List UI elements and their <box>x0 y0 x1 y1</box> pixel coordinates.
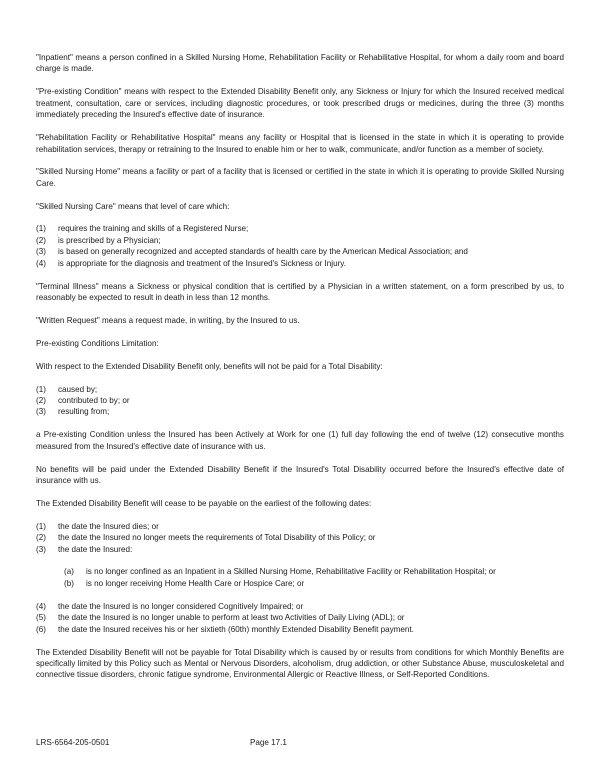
list-item-label: contributed to by; or <box>58 395 130 405</box>
list-item-label: caused by; <box>58 384 98 394</box>
list-item-marker: (1) <box>36 224 46 234</box>
footer-form-number: LRS-6564-205-0501 <box>36 738 110 747</box>
list-item-marker: (a) <box>64 567 74 577</box>
list-item-label: requires the training and skills of a Registered Nurse; <box>58 224 249 234</box>
list-item <box>36 223 564 234</box>
list-item-label: the date the Insured dies; or <box>58 521 159 531</box>
list-item-label: the date the Insured no longer meets the requirements of Total Disability of this Policy; or <box>58 533 376 543</box>
list-item-marker: (2) <box>36 395 46 405</box>
list-item <box>36 235 564 246</box>
list-item-marker: (5) <box>36 613 46 623</box>
list-item-label: the date the Insured receives his or her sixtieth (60th) monthly Extended Disability Benefit payment. <box>58 624 414 634</box>
list-item-marker: (3) <box>36 544 46 554</box>
paragraph-with-respect-lead-in: With respect to the Extended Disability Benefit only, benefits will not be paid for a Total Disability: <box>36 361 383 371</box>
list-item <box>36 612 564 623</box>
list-cease-items-second <box>36 601 564 635</box>
list-total-disability-exclusions <box>36 384 564 418</box>
list-item-label: resulting from; <box>58 407 110 417</box>
list-item <box>36 246 564 257</box>
paragraph-preexisting-condition-closing: a Pre-existing Condition unless the Insured has been Actively at Work for one (1) full day following the end of twelve (12) consecutive months measured from the Insured's effective date of insurance with us. <box>36 430 564 451</box>
list-item <box>64 566 564 577</box>
paragraph-written-request-definition: "Written Request" means a request made, in writing, by the Insured to us. <box>36 315 300 325</box>
list-item-label: the date the Insured is no longer unable to perform at least two Activities of Daily Living (ADL); or <box>58 613 405 623</box>
list-item-marker: (3) <box>36 247 46 257</box>
document-body <box>36 52 564 692</box>
list-item-marker: (2) <box>36 533 46 543</box>
list-item-marker: (b) <box>64 578 74 588</box>
paragraph-terminal-illness-definition: "Terminal Illness" means a Sickness or physical condition that is certified by a Physician in a written statement, on a form prescribed by us, to reasonably be expected to result in death in less than 12 months. <box>36 281 564 303</box>
list-item <box>36 406 564 417</box>
list-item-label: is no longer confined as an Inpatient in a Skilled Nursing Home, Rehabilitative Facility or Rehabilitation Hospital; or <box>86 567 496 577</box>
list-item-label: is based on generally recognized and accepted standards of health care by the American Medical Association; and <box>58 247 468 257</box>
list-item <box>36 624 564 635</box>
list-cease-items-first <box>36 521 564 555</box>
list-item-marker: (2) <box>36 235 46 245</box>
list-item-label: is appropriate for the diagnosis and treatment of the Insured's Sickness or Injury. <box>58 258 346 268</box>
heading-preexisting-conditions-limitation: Pre-existing Conditions Limitation: <box>36 338 159 348</box>
list-item <box>36 532 564 543</box>
list-skilled-nursing-care-items <box>36 223 564 269</box>
list-item <box>36 395 564 406</box>
list-item-marker: (6) <box>36 624 46 634</box>
list-item-label: the date the Insured: <box>58 544 133 554</box>
list-item <box>64 578 564 589</box>
list-item <box>36 521 564 532</box>
paragraph-cease-to-be-payable-lead-in: The Extended Disability Benefit will cease to be payable on the earliest of the following dates: <box>36 498 372 508</box>
list-item-marker: (4) <box>36 258 46 268</box>
paragraph-no-benefits-paid: No benefits will be paid under the Extended Disability Benefit if the Insured's Total Disability occurred before the Insured's effective date of insurance with us. <box>36 464 564 486</box>
paragraph-not-payable-conditions: The Extended Disability Benefit will not be payable for Total Disability which is caused by or results from conditions for which Monthly Benefits are specifically limited by this Policy such as Mental or Nervous Disorders, alcoholism, drug addiction, or other Substance Abuse, musculoskeletal and connective tissue disorders, chronic fatigue syndrome, Environmental Allergic or Reactive Illness, or Self-Reported Conditions. <box>36 647 564 680</box>
list-item-marker: (3) <box>36 407 46 417</box>
list-item-marker: (1) <box>36 384 46 394</box>
paragraph-preexisting-condition-definition: "Pre-existing Condition" means with respect to the Extended Disability Benefit only, any Sickness or Injury for which the Insured received medical treatment, consultation, care or services, including diagnostic procedures, or took prescribed drugs or medicines, during the three (3) months immediately preceding the Insured's effective date of insurance. <box>36 87 564 120</box>
list-cease-subitems <box>64 566 564 589</box>
list-item <box>36 544 564 555</box>
footer-page-label: Page 17.1 <box>250 738 287 747</box>
paragraph-rehabilitation-facility-definition: "Rehabilitation Facility or Rehabilitative Hospital" means any facility or Hospital that is licensed in the state in which it is operating to provide rehabilitation services, therapy or retraining to the Insured to enable him or her to walk, communicate, and/or function as a member of society. <box>36 133 564 154</box>
list-item-marker: (4) <box>36 601 46 611</box>
paragraph-skilled-nursing-home-definition: "Skilled Nursing Home" means a facility or part of a facility that is licensed or certified in the state in which it is operating to provide Skilled Nursing Care. <box>36 167 564 188</box>
paragraph-skilled-nursing-care-lead-in: "Skilled Nursing Care" means that level of care which: <box>36 201 230 211</box>
list-item <box>36 601 564 612</box>
list-item <box>36 384 564 395</box>
list-item-label: the date the Insured is no longer considered Cognitively Impaired; or <box>58 601 304 611</box>
list-item-label: is prescribed by a Physician; <box>58 235 161 245</box>
paragraph-inpatient-definition: "Inpatient" means a person confined in a Skilled Nursing Home, Rehabilitation Facility or Rehabilitative Hospital, for whom a daily room and board charge is made. <box>36 53 564 74</box>
list-item-marker: (1) <box>36 521 46 531</box>
list-item-label: is no longer receiving Home Health Care or Hospice Care; or <box>86 578 305 588</box>
list-item <box>36 258 564 269</box>
